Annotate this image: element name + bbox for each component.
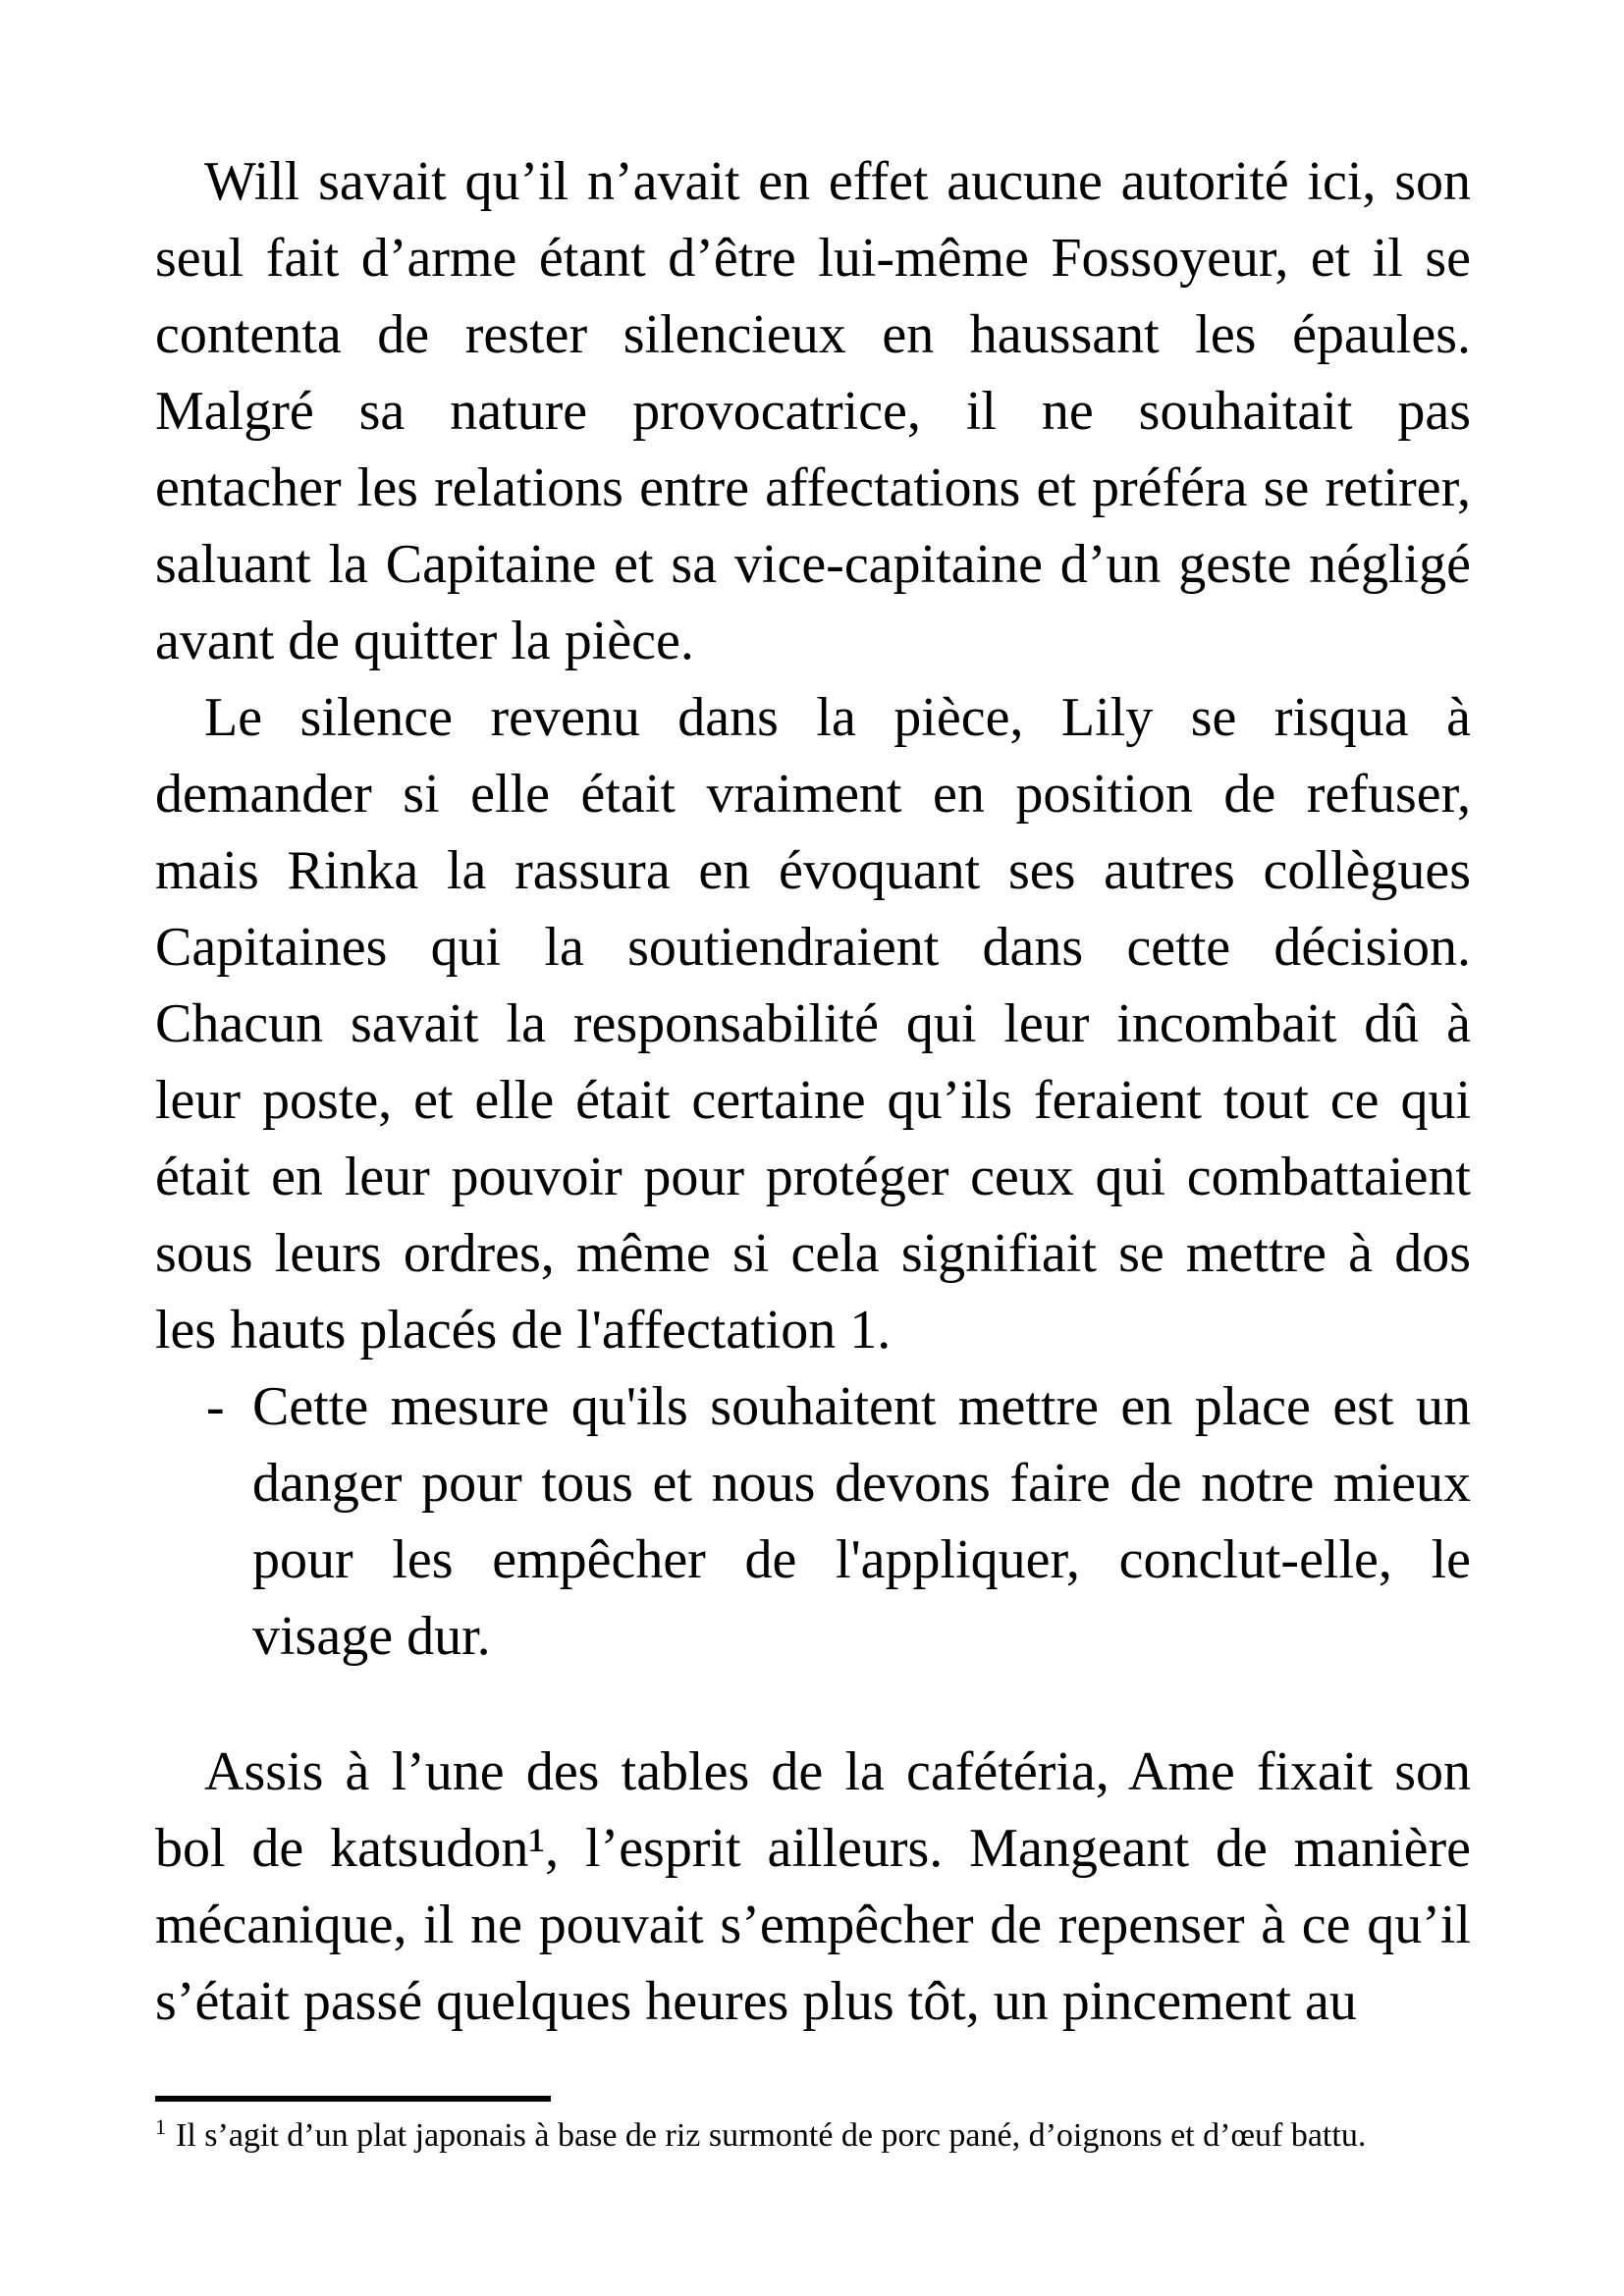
dialogue-dash: - — [206, 1376, 225, 1437]
text-line: Cette mesure qu'ils souhaitent mettre en place est un — [252, 1376, 1471, 1437]
paragraph-2 — [155, 679, 1471, 1368]
text-line: avant de quitter la pièce. — [155, 611, 694, 671]
text-line: sous leurs ordres, même si cela signifiait se mettre à dos — [155, 1223, 1471, 1284]
footnote-text — [155, 2113, 1471, 2159]
text-line: pour les empêcher de l'appliquer, conclut-elle, le — [252, 1529, 1471, 1590]
footnote-body: Il s’agit d’un plat japonais à base de riz surmonté de porc pané, d’oignons et d’œuf battu. — [176, 2117, 1367, 2154]
text-line: Will savait qu’il n’avait en effet aucune autorité ici, son — [204, 151, 1471, 212]
text-line: visage dur. — [252, 1606, 491, 1667]
text-line: bol de katsudon¹, l’esprit ailleurs. Mangeant de manière — [155, 1818, 1471, 1879]
footnote-separator-rule — [155, 2096, 551, 2102]
text-line: saluant la Capitaine et sa vice-capitaine d’un geste négligé — [155, 534, 1471, 595]
text-line: Le silence revenu dans la pièce, Lily se risqua à — [204, 687, 1471, 748]
text-line: danger pour tous et nous devons faire de notre mieux — [252, 1453, 1471, 1514]
text-line: était en leur pouvoir pour protéger ceux qui combattaient — [155, 1147, 1471, 1207]
text-line: entacher les relations entre affectations et préféra se retirer, — [155, 457, 1471, 518]
text-line: les hauts placés de l'affectation 1. — [155, 1300, 892, 1361]
text-block — [155, 143, 1471, 2159]
paragraph-3 — [155, 1734, 1471, 2040]
text-line: mécanique, il ne pouvait s’empêcher de repenser à ce qu’il — [155, 1895, 1471, 1955]
text-line: Chacun savait la responsabilité qui leur incombait dû à — [155, 993, 1471, 1054]
footnote — [155, 2096, 1471, 2159]
text-line: contenta de rester silencieux en haussant les épaules. — [155, 304, 1471, 365]
text-line: demander si elle était vraiment en position de refuser, — [155, 764, 1471, 825]
text-line: leur poste, et elle était certaine qu’ils feraient tout ce qui — [155, 1070, 1471, 1131]
text-line: mais Rinka la rassura en évoquant ses autres collègues — [155, 840, 1471, 901]
text-line: Capitaines qui la soutiendraient dans cette décision. — [155, 917, 1471, 978]
text-line: s’était passé quelques heures plus tôt, un pincement au — [155, 1971, 1357, 2032]
text-line: seul fait d’arme étant d’être lui-même Fossoyeur, et il se — [155, 228, 1471, 289]
text-line: Assis à l’une des tables de la cafétéria, Ame fixait son — [204, 1741, 1471, 1802]
dialogue-item — [155, 1368, 1471, 1675]
paragraph-1 — [155, 143, 1471, 679]
footnote-marker: 1 — [155, 2113, 166, 2139]
text-line: Malgré sa nature provocatrice, il ne souhaitait pas — [155, 381, 1471, 442]
